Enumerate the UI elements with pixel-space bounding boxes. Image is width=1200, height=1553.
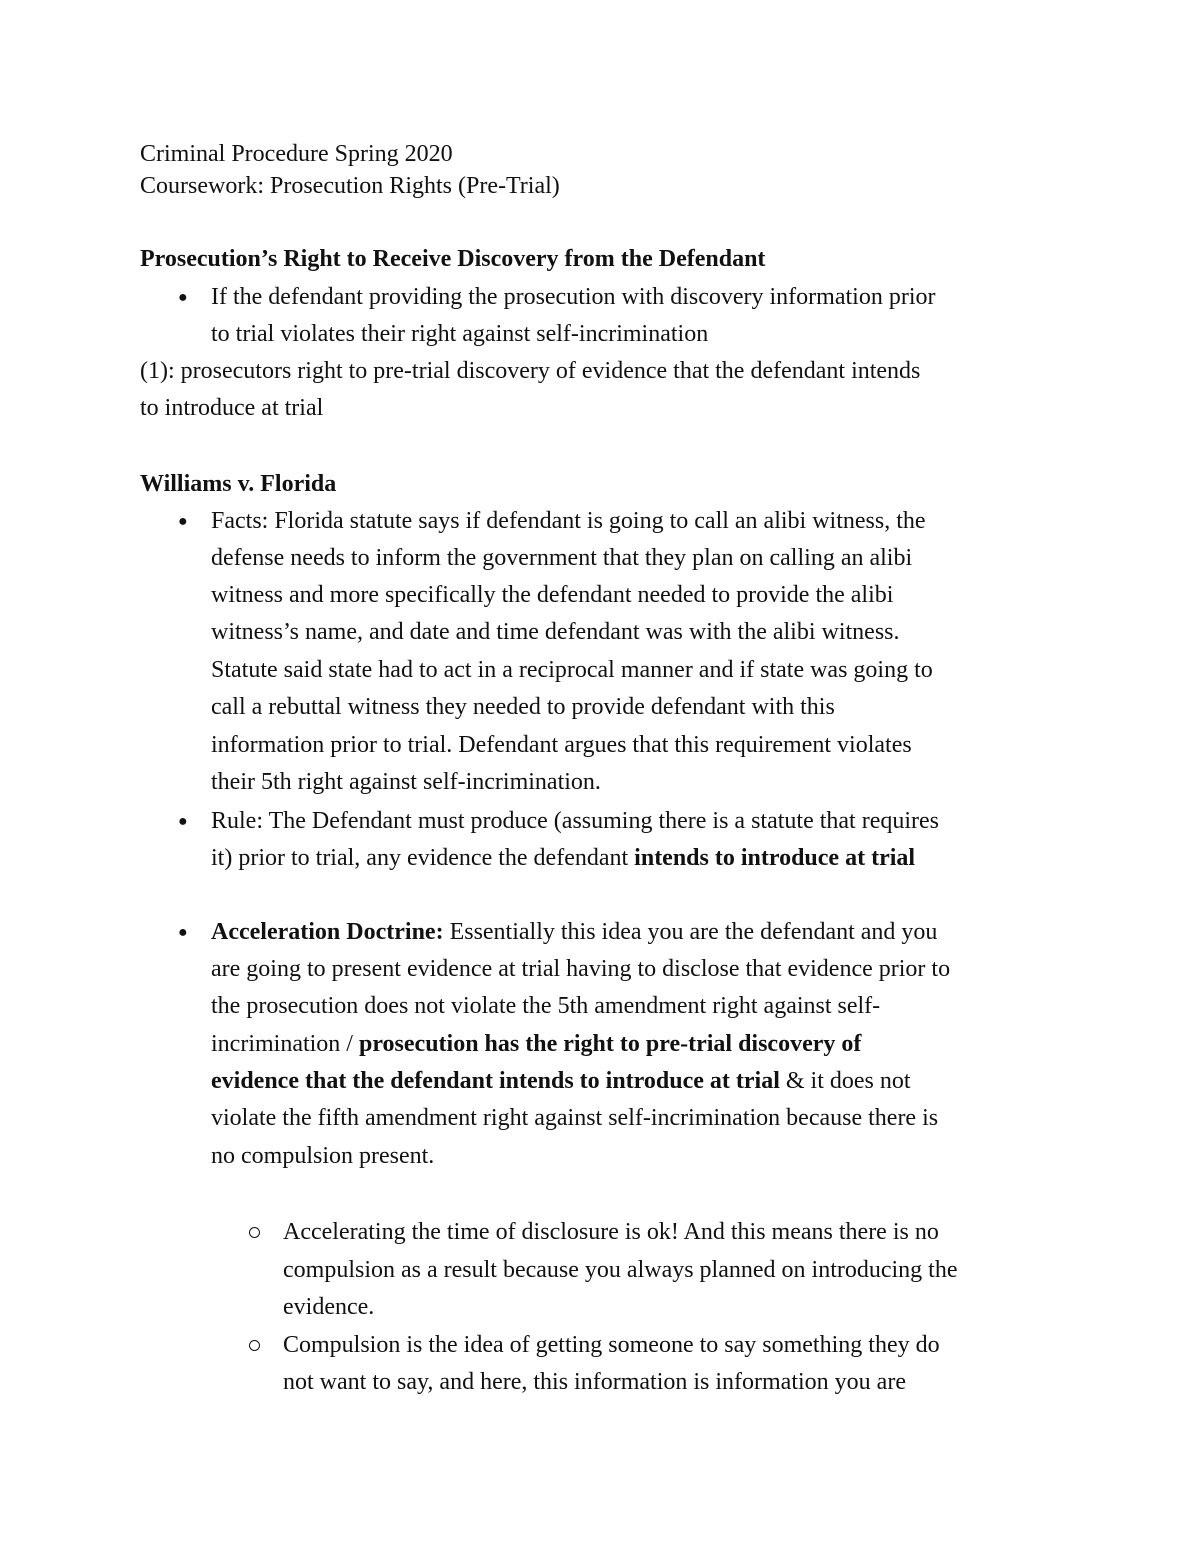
bullet-icon: ● [178, 813, 188, 830]
facts-text: information prior to trial. Defendant argues that this requirement violates [211, 732, 912, 758]
hollow-circle-bullet-icon [249, 1340, 260, 1351]
sub-bullet-text: compulsion as a result because you always planned on introducing the [283, 1257, 958, 1283]
rule-text [211, 840, 915, 878]
facts-text: witness’s name, and date and time defendant was with the alibi witness. [211, 619, 900, 645]
acceleration-text-normal: & it does not [779, 1068, 911, 1094]
sub-bullet-text: Compulsion is the idea of getting someone to say something they do [283, 1332, 940, 1358]
facts-text: their 5th right against self-incrimination. [211, 769, 601, 795]
acceleration-text: violate the fifth amendment right against self-incrimination because there is [211, 1105, 939, 1131]
bullet-icon: ● [178, 513, 188, 530]
rule-text: Rule: The Defendant must produce (assuming there is a statute that requires [211, 808, 940, 834]
course-title: Criminal Procedure Spring 2020 [140, 141, 453, 167]
facts-text: witness and more specifically the defendant needed to provide the alibi [211, 582, 894, 608]
bullet-text: If the defendant providing the prosecution with discovery information prior [211, 284, 936, 310]
section-heading-discovery: Prosecution’s Right to Receive Discovery from the Defendant [140, 246, 766, 272]
section-heading-case: Williams v. Florida [140, 471, 337, 497]
acceleration-text-normal: incrimination / [211, 1031, 359, 1057]
hollow-circle-bullet-icon [249, 1227, 260, 1238]
acceleration-text-normal: Essentially this idea you are the defendant and you [443, 919, 938, 945]
acceleration-label: Acceleration Doctrine: [211, 919, 444, 945]
facts-text: call a rebuttal witness they needed to provide defendant with this [211, 694, 835, 720]
bullet-text: to trial violates their right against self-incrimination [211, 321, 709, 347]
acceleration-text [211, 1063, 911, 1101]
rule-text-normal: it) prior to trial, any evidence the defendant [211, 845, 635, 871]
acceleration-text [211, 1026, 861, 1064]
acceleration-text: no compulsion present. [211, 1143, 435, 1169]
acceleration-text: the prosecution does not violate the 5th amendment right against self- [211, 993, 881, 1019]
sub-bullet-text: evidence. [283, 1294, 375, 1320]
acceleration-text-bold: evidence that the defendant intends to introduce at trial [211, 1068, 780, 1094]
coursework-title: Coursework: Prosecution Rights (Pre-Trial) [140, 173, 560, 199]
acceleration-text [211, 914, 937, 952]
rule-text-bold: intends to introduce at trial [634, 845, 916, 871]
acceleration-text-bold: prosecution has the right to pre-trial discovery of [358, 1031, 862, 1057]
sub-bullet-text: not want to say, and here, this information is information you are [283, 1369, 906, 1395]
sub-bullet-text: Accelerating the time of disclosure is ok! And this means there is no [283, 1219, 939, 1245]
bullet-icon: ● [178, 924, 188, 941]
note-text: (1): prosecutors right to pre-trial discovery of evidence that the defendant intends [140, 358, 921, 384]
note-text: to introduce at trial [140, 395, 324, 421]
facts-text: defense needs to inform the government that they plan on calling an alibi [211, 545, 913, 571]
facts-text: Statute said state had to act in a reciprocal manner and if state was going to [211, 657, 933, 683]
acceleration-text: are going to present evidence at trial having to disclose that evidence prior to [211, 956, 951, 982]
bullet-icon: ● [178, 289, 188, 306]
facts-text: Facts: Florida statute says if defendant is going to call an alibi witness, the [211, 508, 926, 534]
